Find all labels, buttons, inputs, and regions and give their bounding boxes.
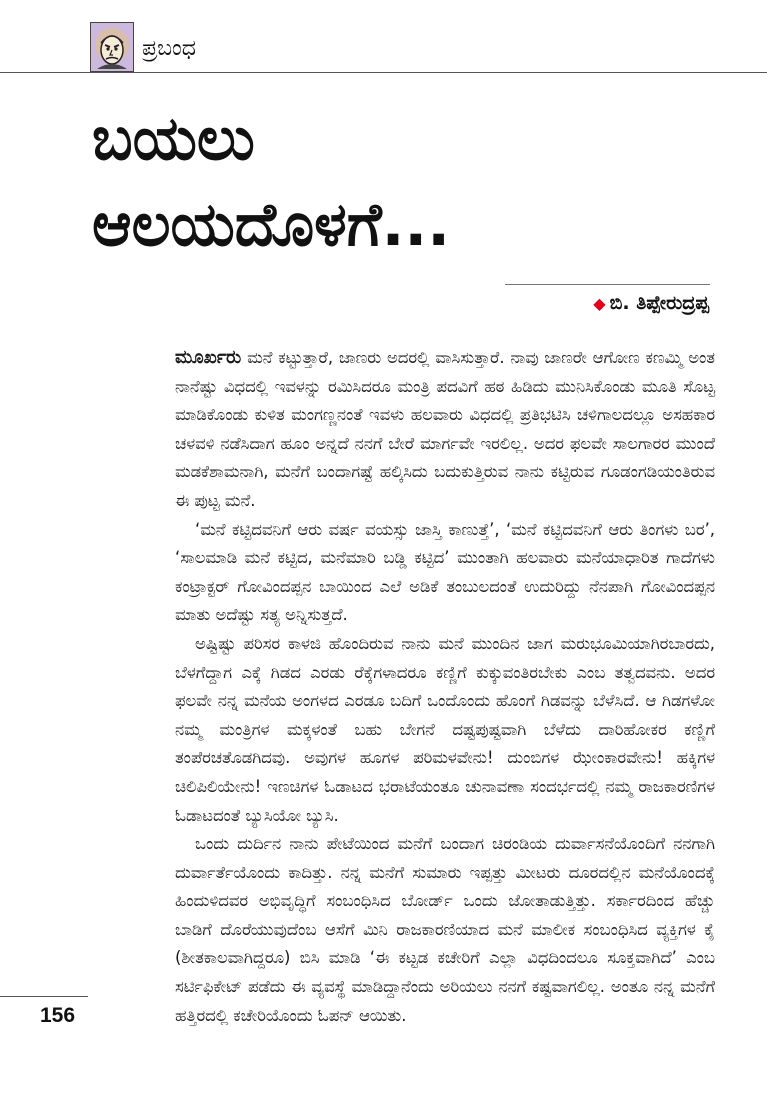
title-line-2: ಆಲಯದೊಳಗೆ... (92, 190, 450, 260)
diamond-bullet-icon: ◆ (593, 294, 606, 313)
article-body (175, 344, 715, 1030)
paragraph (175, 344, 715, 516)
page-number: 156 (40, 1004, 76, 1027)
paragraph-text: ಮನೆ ಕಟ್ಟುತ್ತಾರೆ, ಜಾಣರು ಅದರಲ್ಲಿ ವಾಸಿಸುತ್ತಾರೆ. ನಾವು ಜಾಣರೇ ಆಗೋಣ ಕಣಮ್ಮಿ ಅಂತ ನಾನೆಷ್ಟು ವಿಧದಲ್ಲಿ ಇವಳನ್ನು ರಮಿಸಿದರೂ ಮಂತ್ರಿ ಪದವಿಗೆ ಹಠ ಹಿಡಿದು ಮುನಿಸಿಕೊಂಡು ಮೂತಿ ಸೊಟ್ಟ ಮಾಡಿಕೊಂಡು ಕುಳಿತ ಮಂಗಣ್ಣನಂತೆ ಇವಳು ಹಲವಾರು ವಿಧದಲ್ಲಿ ಪ್ರತಿಭಟಿಸಿ ಚಳಿಗಾಲದಲ್ಲೂ ಅಸಹಕಾರ ಚಳವಳಿ ನಡೆಸಿದಾಗ ಹೂಂ ಅನ್ನದೆ ನನಗೆ ಬೇರೆ ಮಾರ್ಗವೇ ಇರಲಿಲ್ಲ. ಅದರ ಫಲವೇ ಸಾಲಗಾರರ ಮುಂದೆ ಮಡಕೆಶಾಮನಾಗಿ, ಮನೆಗೆ ಬಂದಾಗಷ್ಟೆ ಹಲ್ಕಿಸಿದು ಬದುಕುತ್ತಿರುವ ನಾನು ಕಟ್ಟಿರುವ ಗೂಡಂಗಡಿಯಂತಿರುವ ಈ ಪುಟ್ಟ ಮನೆ. (175, 348, 715, 510)
footer-divider (0, 996, 88, 997)
paragraph: ಅಷ್ಟಿಷ್ಟು ಪರಿಸರ ಕಾಳಜಿ ಹೊಂದಿರುವ ನಾನು ಮನೆ ಮುಂದಿನ ಜಾಗ ಮರುಭೂಮಿಯಾಗಿರಬಾರದು, ಬೆಳಗೆದ್ದಾಗ ಎಕ್ಕೆ ಗಿಡದ ಎರಡು ರೆಕ್ಕೆಗಳಾದರೂ ಕಣ್ಣಿಗೆ ಕುಕ್ಕುವಂತಿರಬೇಕು ಎಂಬ ತತ್ವದವನು. ಅದರ ಫಲವೇ ನನ್ನ ಮನೆಯ ಅಂಗಳದ ಎರಡೂ ಬದಿಗೆ ಒಂದೊಂದು ಹೊಂಗೆ ಗಿಡವನ್ನು ಬೆಳೆಸಿದೆ. ಆ ಗಿಡಗಳೋ ನಮ್ಮ ಮಂತ್ರಿಗಳ ಮಕ್ಕಳಂತೆ ಬಹು ಬೇಗನೆ ದಷ್ಟಪುಷ್ಟವಾಗಿ ಬೆಳೆದು ದಾರಿಹೋಕರ ಕಣ್ಣಿಗೆ ತಂಪೆರಚತೊಡಗಿದವು. ಅವುಗಳ ಹೂಗಳ ಪರಿಮಳವೇನು! ದುಂಬಿಗಳ ಝೇಂಕಾರವೇನು! ಹಕ್ಕಿಗಳ ಚಿಲಿಪಿಲಿಯೇನು! ಇಣಚಿಗಳ ಓಡಾಟದ ಭರಾಟೆಯಂತೂ ಚುನಾವಣಾ ಸಂದರ್ಭದಲ್ಲಿ ನಮ್ಮ ರಾಜಕಾರಣಿಗಳ ಓಡಾಟದಂತೆ ಬ್ಯುಸಿಯೋ ಬ್ಯುಸಿ. (175, 633, 715, 825)
section-label: ಪ್ರಬಂಧ (142, 36, 196, 61)
paragraph: ‘ಮನೆ ಕಟ್ಟಿದವನಿಗೆ ಆರು ವರ್ಷ ವಯಸ್ಸು ಜಾಸ್ತಿ ಕಾಣುತ್ತೆ’, ‘ಮನೆ ಕಟ್ಟಿದವನಿಗೆ ಆರು ತಿಂಗಳು ಬರ’, ‘ಸಾಲಮಾಡಿ ಮನೆ ಕಟ್ಟಿದ, ಮನೆಮಾರಿ ಬಡ್ಡಿ ಕಟ್ಟಿದ’ ಮುಂತಾಗಿ ಹಲವಾರು ಮನೆಯಾಧಾರಿತ ಗಾದೆಗಳು ಕಂಟ್ರಾಕ್ಟರ್ ಗೋವಿಂದಪ್ಪನ ಬಾಯಿಂದ ಎಲೆ ಅಡಿಕೆ ತಂಬುಲದಂತೆ ಉದುರಿದ್ದು ನೆನಪಾಗಿ ಗೋವಿಂದಪ್ಪನ ಮಾತು ಅದೆಷ್ಟು ಸತ್ಯ ಅನ್ನಿಸುತ್ತದೆ. (175, 519, 715, 625)
title-line-1: ಬಯಲು (92, 104, 255, 174)
byline-divider (505, 284, 710, 285)
author-byline (593, 292, 709, 314)
lead-word: ಮೂರ್ಖರು (175, 347, 242, 368)
paragraph: ಒಂದು ದುರ್ದಿನ ನಾನು ಪೇಟೆಯಿಂದ ಮನೆಗೆ ಬಂದಾಗ ಚಿರಂಡಿಯ ದುರ್ವಾಸನೆಯೊಂದಿಗೆ ನನಗಾಗಿ ದುರ್ವಾರ್ತೆಯೊಂದು ಕಾದಿತ್ತು. ನನ್ನ ಮನೆಗೆ ಸುಮಾರು ಇಪ್ಪತ್ತು ಮೀಟರು ದೂರದಲ್ಲಿನ ಮನೆಯೊಂದಕ್ಕೆ ಹಿಂದುಳಿದವರ ಅಭಿವೃದ್ಧಿಗೆ ಸಂಬಂಧಿಸಿದ ಬೋರ್ಡ್ ಒಂದು ಜೋತಾಡುತ್ತಿತ್ತು. ಸರ್ಕಾರದಿಂದ ಹೆಚ್ಚು ಬಾಡಿಗೆ ದೊರೆಯುವುದೆಂಬ ಆಸೆಗೆ ಮಿನಿ ರಾಜಕಾರಣಿಯಾದ ಮನೆ ಮಾಲೀಕ ಸಂಬಂಧಿಸಿದ ವ್ಯಕ್ತಿಗಳ ಕೈ (ಶೀತಕಾಲವಾಗಿದ್ದರೂ) ಬಿಸಿ ಮಾಡಿ ‘ಈ ಕಟ್ಟಡ ಕಚೇರಿಗೆ ಎಲ್ಲಾ ವಿಧದಿಂದಲೂ ಸೂಕ್ತವಾಗಿದೆ’ ಎಂಬ ಸರ್ಟಿಫಿಕೇಟ್ ಪಡೆದು ಈ ವ್ಯವಸ್ಥೆ ಮಾಡಿದ್ದಾನೆಂದು ಅರಿಯಲು ನನಗೆ ಕಷ್ಟವಾಗಲಿಲ್ಲ. ಅಂತೂ ನನ್ನ ಮನೆಗೆ ಹತ್ತಿರದಲ್ಲಿ ಕಚೇರಿಯೊಂದು ಓಪನ್ ಆಯಿತು. (175, 834, 715, 1025)
header-divider (0, 72, 767, 73)
cartoon-face-icon (90, 22, 134, 72)
article-title (92, 96, 450, 268)
author-name: ಬಿ. ತಿಪ್ಪೇರುದ್ರಪ್ಪ (609, 292, 709, 314)
